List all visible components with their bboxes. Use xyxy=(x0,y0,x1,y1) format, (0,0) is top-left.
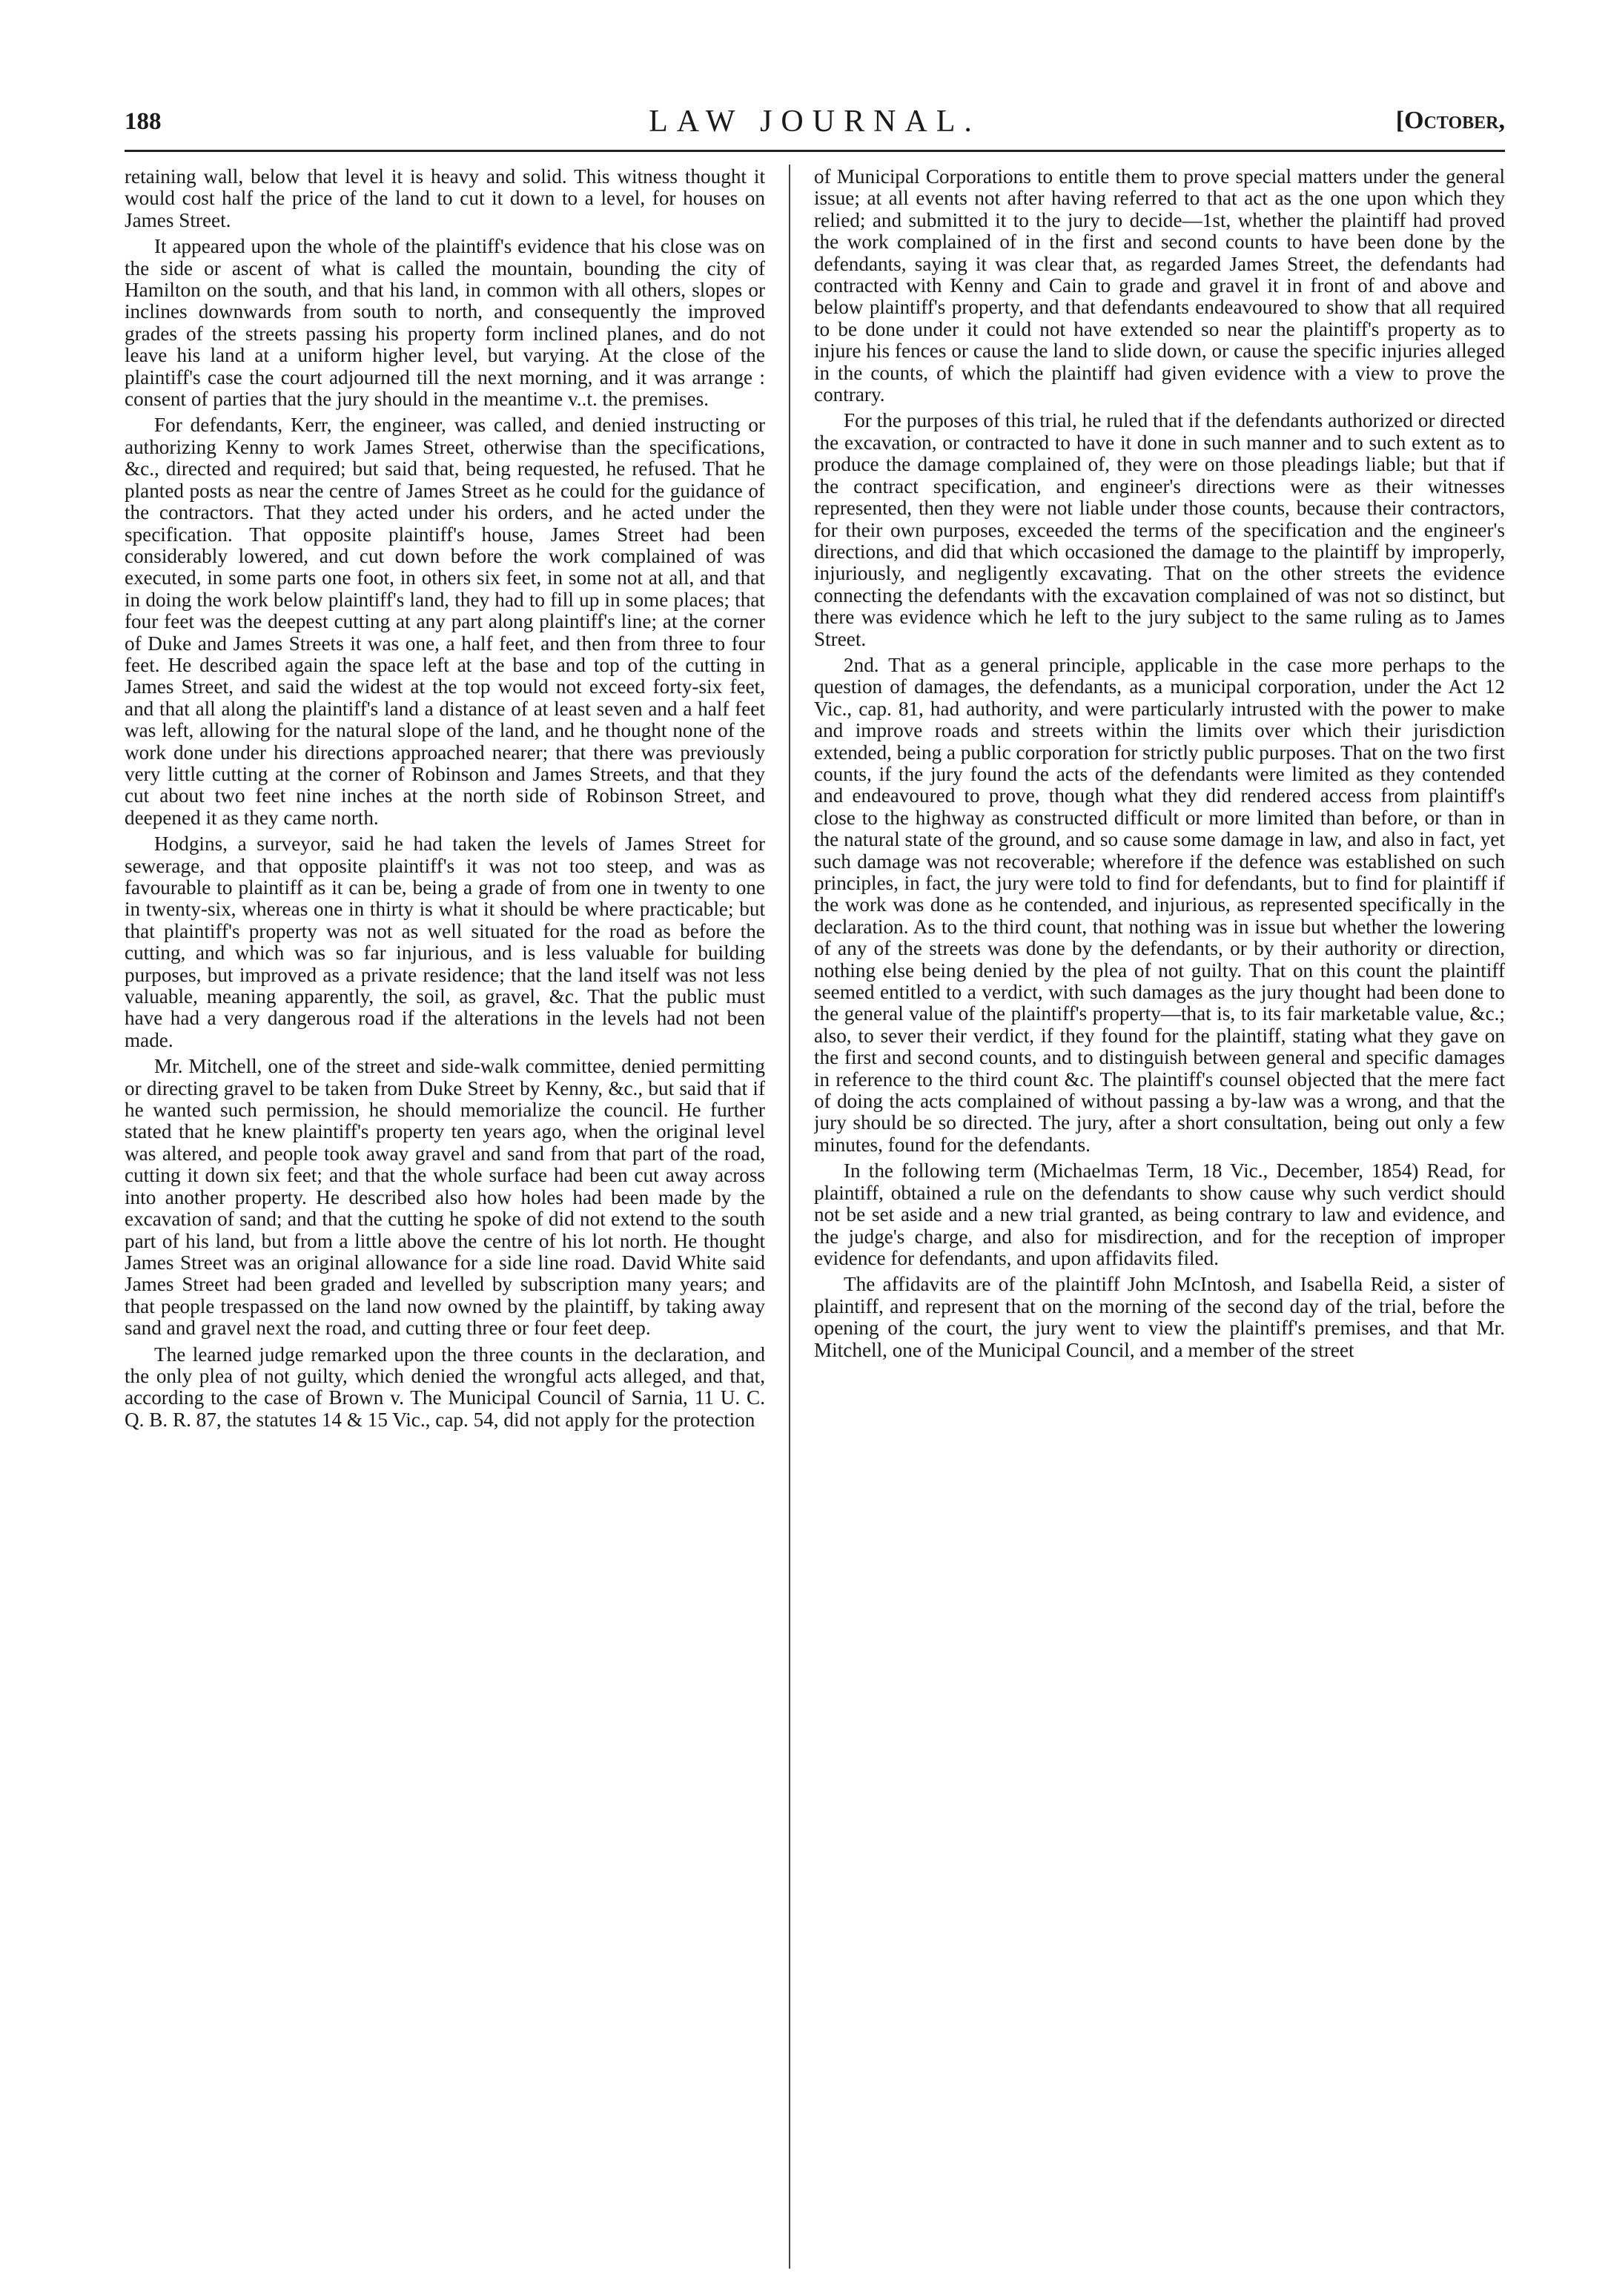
paragraph: The affidavits are of the plaintiff John McIntosh, and Isabella Reid, a sister of plaintiff, and represent that on the morning of the second day of the trial, before the opening of the court, the jury went to view the plaintiff's premises, and that Mr. Mitchell, one of the Municipal Council, and a member of the street xyxy=(814,1273,1505,1361)
column-divider xyxy=(789,165,790,2269)
paragraph: The learned judge remarked upon the three counts in the declaration, and the only plea of not guilty, which denied the wrongful acts alleged, and that, according to the case of Brown v. The Municipal Council of Sarnia, 11 U. C. Q. B. R. 87, the statutes 14 & 15 Vic., cap. 54, did not apply for the protection xyxy=(125,1343,765,1431)
page-header xyxy=(125,104,1505,148)
right-column xyxy=(814,166,1505,2269)
paragraph: of Municipal Corporations to entitle them to prove special matters under the general issue; at all events not after having referred to that act as the one upon which they relied; and submitted it to the jury to decide—1st, whether the plaintiff had proved the work complained of in the first and second counts to have been done by the defendants, saying it was clear that, as regarded James Street, the defendants had contracted with Kenny and Cain to grade and gravel it in front of and above and below plaintiff's property, and that defendants endeavoured to show that all required to be done under it could not have extended so near the plaintiff's property as to injure his fences or cause the land to slide down, or cause the specific injuries alleged in the counts, of which the plaintiff had given evidence with a view to prove the contrary. xyxy=(814,166,1505,406)
paragraph: Mr. Mitchell, one of the street and side-walk committee, denied permitting or directing gravel to be taken from Duke Street by Kenny, &c., but said that if he wanted such permission, he should memorialize the council. He further stated that he knew plaintiff's property ten years ago, when the original level was altered, and people took away gravel and sand from that part of the road, cutting it down six feet; and that the whole surface had been cut away across into another property. He described also how holes had been made by the excavation of sand; and that the cutting he spoke of did not extend to the south part of his land, but from a little above the centre of his lot north. He thought James Street was an original allowance for a side line road. David White said James Street had been graded and levelled by subscription many years; and that people trespassed on the land now owned by the plaintiff, by taking away sand and gravel next the road, and cutting three or four feet deep. xyxy=(125,1055,765,1340)
paragraph: 2nd. That as a general principle, applicable in the case more perhaps to the question of damages, the defendants, as a municipal corporation, under the Act 12 Vic., cap. 81, had authority, and were particularly intrusted with the power to make and improve roads and streets within the limits over which their jurisdiction extended, being a public corporation for strictly public purposes. That on the two first counts, if the jury found the acts of the defendants were limited as they contended and endeavoured to prove, though what they did rendered access from plaintiff's close to the highway as constructed difficult or more limited than before, or than in the natural state of the ground, and so cause some damage in law, and also in fact, yet such damage was not recoverable; wherefore if the defence was established on such principles, in fact, the jury were told to find for defendants, but to find for plaintiff if the work was done as he contended, and injurious, as represented specifically in the declaration. As to the third count, that nothing was in issue but whether the lowering of any of the streets was done by the defendants, or by their authority or direction, nothing else being denied by the plea of not guilty. That on this count the plaintiff seemed entitled to a verdict, with such damages as the jury thought had been done to the general value of the plaintiff's property—that is, to its fair marketable value, &c.; also, to sever their verdict, if they found for the plaintiff, stating what they gave on the first and second counts, and to distinguish between general and specific damages in reference to the third count &c. The plaintiff's counsel objected that the mere fact of doing the acts complained of without passing a by-law was a wrong, and that the jury should be so directed. The jury, after a short consultation, being out only a few minutes, found for the defendants. xyxy=(814,653,1505,1156)
running-title: LAW JOURNAL. xyxy=(649,105,981,139)
left-column xyxy=(125,166,765,2269)
paragraph: Hodgins, a surveyor, said he had taken the levels of James Street for sewerage, and that opposite plaintiff's it was not too steep, and was as favourable to plaintiff as it can be, being a grade of from one in twenty to one in twenty-six, whereas one in thirty is what it should be where practicable; but that plaintiff's property was not as well situated for the road as before the cutting, and which was so far injurious, and is less valuable for building purposes, but improved as a private residence; that the land itself was not less valuable, meaning apparently, the soil, as gravel, &c. That the public must have had a very dangerous road if the alterations in the levels had not been made. xyxy=(125,833,765,1051)
paragraph: For defendants, Kerr, the engineer, was called, and denied instructing or authorizing Kenny to work James Street, otherwise than the specifications, &c., directed and required; but said that, being requested, he refused. That he planted posts as near the centre of James Street as he could for the guidance of the contractors. That they acted under his orders, and he acted under the specification. That opposite plaintiff's house, James Street had been considerably lowered, and cut down before the work complained of was executed, in some parts one foot, in others six feet, in some not at all, and that in doing the work below plaintiff's land, they had to fill up in some places; that four feet was the deepest cutting at any part along plaintiff's line; at the corner of Duke and James Streets it was one, a half feet, and then from three to four feet. He described again the space left at the base and top of the cutting in James Street, and said the widest at the top would not exceed forty-six feet, and that all along the plaintiff's land a distance of at least seven and a half feet was left, allowing for the natural slope of the land, and he thought none of the work done under his directions approached nearer; that there was previously very little cutting at the corner of Robinson and James Streets, and that they cut about two feet nine inches at the north side of Robinson Street, and deepened it as they came north. xyxy=(125,414,765,829)
header-rule xyxy=(125,150,1505,152)
paragraph: For the purposes of this trial, he ruled that if the defendants authorized or directed the excavation, or contracted to have it done in such manner and to such extent as to produce the damage complained of, they were on those pleadings liable; but that if the contract specification, and engineer's directions were as their witnesses represented, then they were not liable under those counts, because their contractors, for their own purposes, exceeded the terms of the specification and the engineer's directions, and did that which occasioned the damage to the plaintiff by improperly, injuriously, and negligently excavating. That on the other streets the evidence connecting the defendants with the excavation complained of was not so distinct, but there was evidence which he left to the jury subject to the same ruling as to James Street. xyxy=(814,409,1505,650)
paragraph: In the following term (Michaelmas Term, 18 Vic., December, 1854) Read, for plaintiff, obtained a rule on the defendants to show cause why such verdict should not be set aside and a new trial granted, as being contrary to law and evidence, and the judge's charge, and also for misdirection, and for the reception of improper evidence for defendants, and upon affidavits filed. xyxy=(814,1159,1505,1269)
section-label: [October, xyxy=(1395,107,1505,134)
paragraph: retaining wall, below that level it is heavy and solid. This witness thought it would cost half the price of the land to cut it down to a level, for houses on James Street. xyxy=(125,166,765,231)
page-number: 188 xyxy=(125,108,162,135)
paragraph: It appeared upon the whole of the plaintiff's evidence that his close was on the side or ascent of what is called the mountain, bounding the city of Hamilton on the south, and that his land, in common with all others, slopes or inclines downwards from south to north, and consequently the improved grades of the streets passing his property form inclined planes, and do not leave his land at a uniform higher level, but varying. At the close of the plaintiff's case the court adjourned till the next morning, and it was arrange : consent of parties that the jury should in the meantime v..t. the premises. xyxy=(125,235,765,411)
